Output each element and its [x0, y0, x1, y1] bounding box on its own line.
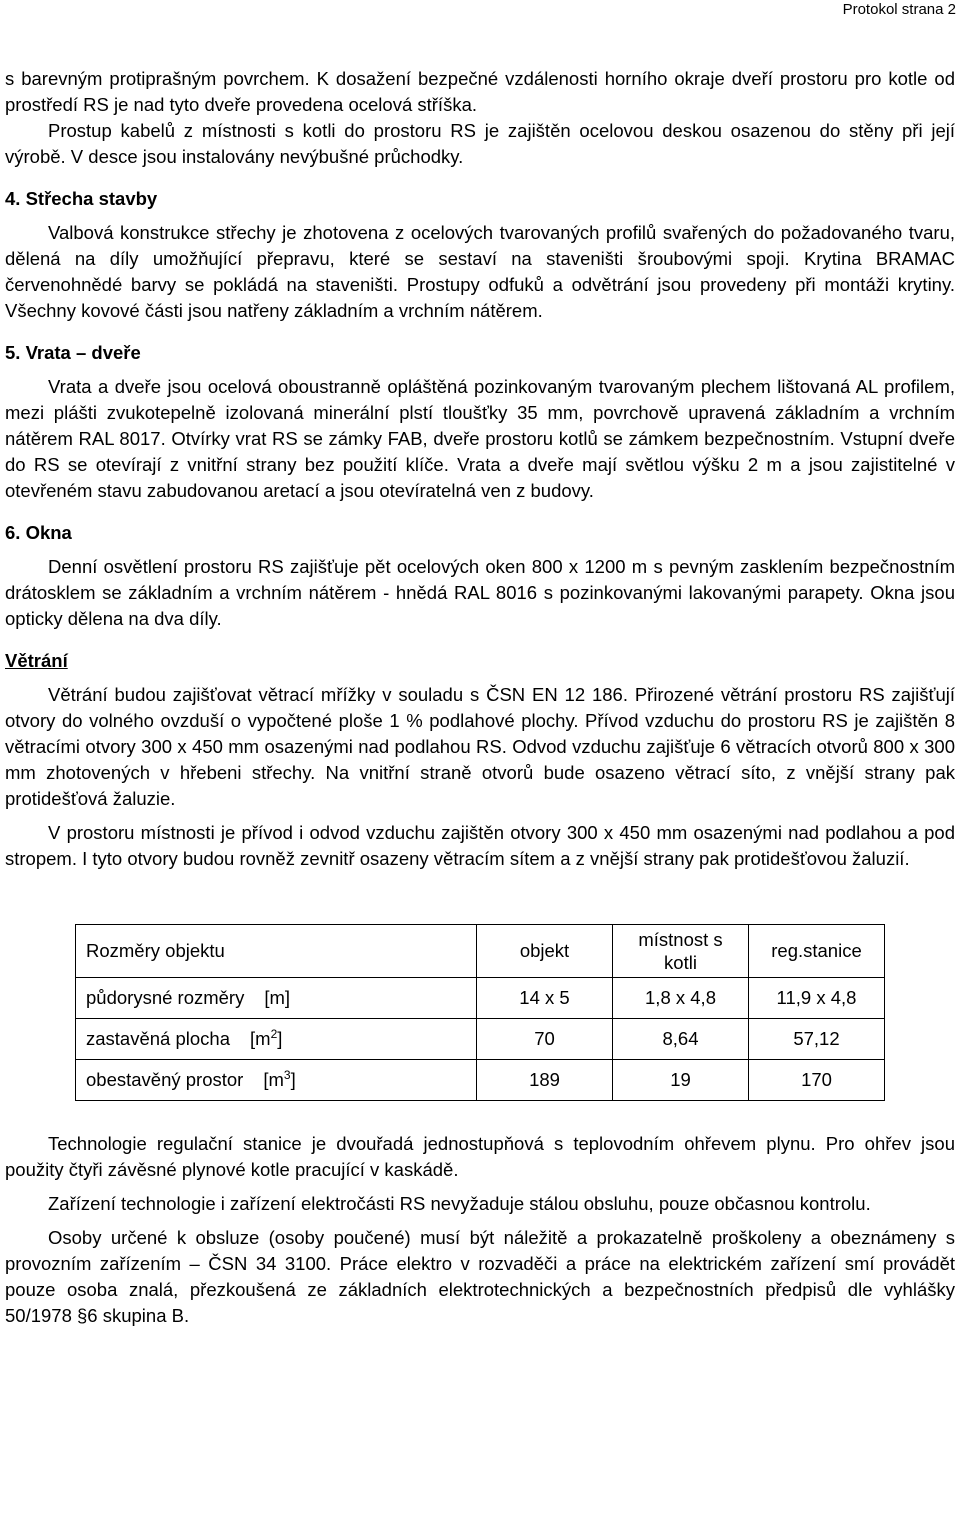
page-header: Protokol strana 2 — [842, 1, 956, 18]
table-row-label: zastavěná plocha $[m^2]$ — [76, 1019, 477, 1060]
section-6-heading: 6. Okna — [5, 522, 72, 543]
closing-paragraph-1: Technologie regulační stanice je dvouřadá jednostupňová s teplovodním ohřevem plynu. Pro ohřev jsou použity čtyři závěsné plynové kotle pracující v kaskádě. — [5, 1133, 955, 1180]
table-header-mistnost: místnost s kotli — [613, 925, 749, 978]
table-header-objekt: objekt — [477, 925, 613, 978]
table-row-label: obestavěný prostor $[m^3]$ — [76, 1060, 477, 1101]
intro-paragraph-2: Prostup kabelů z místnosti s kotli do prostoru RS je zajištěn ocelovou deskou osazenou do stěny při její výrobě. V desce jsou instalovány nevýbušné průchodky. — [5, 120, 955, 167]
table-cell: 14 x 5 — [477, 978, 613, 1019]
closing-paragraph-2: Zařízení technologie i zařízení elektročásti RS nevyžaduje stálou obsluhu, pouze občasnou kontrolu. — [48, 1193, 871, 1214]
table-header-label: Rozměry objektu — [76, 925, 477, 978]
table-header-row — [76, 925, 885, 978]
closing-paragraph-3: Osoby určené k obsluze (osoby poučené) musí být náležitě a prokazatelně proškoleny a obeznámeny s provozním zařízením – ČSN 34 3100. Práce elektro v rozvaděči a práce na elektrickém zařízení smí provádět pouze osoba znalá, přezkoušená ze základních elektrotechnických a bezpečnostních předpisů dle vyhlášky 50/1978 §6 skupina B. — [5, 1227, 955, 1326]
section-6-paragraph: Denní osvětlení prostoru RS zajišťuje pět ocelových oken 800 x 1200 m s pevným zasklením bezpečnostním drátosklem se základním a vrchním nátěrem - hnědá RAL 8016 s pozinkovanými lakovanými parapety. Okna jsou opticky dělena na dva díly. — [5, 556, 955, 629]
unit-label: $[m^3]$ — [263, 1067, 296, 1090]
intro-paragraph-1: s barevným protiprašným povrchem. K dosažení bezpečné vzdálenosti horního okraje dveří prostoru pro kotle od prostředí RS je nad tyto dveře provedena ocelová stříška. — [5, 68, 955, 115]
table-row — [76, 978, 885, 1019]
table-cell: 19 — [613, 1060, 749, 1101]
section-4-heading: 4. Střecha stavby — [5, 188, 158, 209]
section-5-heading: 5. Vrata – dveře — [5, 342, 141, 363]
section-4-paragraph: Valbová konstrukce střechy je zhotovena z ocelových tvarovaných profilů svařených do požadovaného tvaru, dělená na díly umožňující přepravu, které se sestaví na staveništi šroubovými spoji. Krytina BRAMAC červenohnědé barvy se pokládá na staveništi. Prostupy odfuků a odvětrání jsou provedeny při montáži krytiny. Všechny kovové části jsou natřeny základním a vrchním nátěrem. — [5, 222, 955, 321]
table-cell: 57,12 — [749, 1019, 885, 1060]
table-row — [76, 1019, 885, 1060]
unit-label: [m] — [264, 987, 291, 1008]
table-cell: 70 — [477, 1019, 613, 1060]
section-5-paragraph: Vrata a dveře jsou ocelová oboustranně opláštěná pozinkovaným tvarovaným plechem lištovaná AL profilem, mezi plášti zvukotepelně izolovaná minerální plstí tloušťky 35 mm, povrchově upravená základním a vrchním nátěrem RAL 8017. Otvírky vrat RS se zámky FAB, dveře prostoru kotlů se zámkem bezpečnostním. Vstupní dveře do RS se otevírají z vnitřní strany bez použití klíče. Vrata a dveře mají světlou výšku 2 m a jsou zajistitelné v otevřeném stavu zabudovanou aretací a jsou otevíratelná ven z budovy. — [5, 376, 955, 501]
dimensions-table — [75, 924, 885, 1101]
ventilation-heading: Větrání — [5, 650, 68, 671]
table-header-regstanice: reg.stanice — [749, 925, 885, 978]
table-cell: 1,8 x 4,8 — [613, 978, 749, 1019]
table-cell: 189 — [477, 1060, 613, 1101]
ventilation-paragraph-1: Větrání budou zajišťovat větrací mřížky v souladu s ČSN EN 12 186. Přirozené větrání prostoru RS zajišťují otvory do volného ovzduší o vypočtené ploše 1 % podlahové plochy. Přívod vzduchu do prostoru RS je zajištěn 8 větracími otvory 300 x 450 mm osazenými nad podlahou RS. Odvod vzduchu zajišťuje 6 větracích otvorů 800 x 300 mm zhotovených v hřebeni střechy. Na vnitřní straně otvorů bude osazeno větrací síto, z vnější strany pak protidešťová žaluzie. — [5, 684, 955, 809]
document-body — [5, 66, 955, 1329]
unit-label: $[m^2]$ — [250, 1026, 283, 1049]
ventilation-paragraph-2: V prostoru místnosti je přívod i odvod vzduchu zajištěn otvory 300 x 450 mm osazenými nad podlahou a pod stropem. I tyto otvory budou rovněž zevnitř osazeny větracím sítem a z vnější strany pak protidešťovou žaluzií. — [5, 822, 955, 869]
table-row — [76, 1060, 885, 1101]
table-row-label: půdorysné rozměry [m] — [76, 978, 477, 1019]
table-cell: 170 — [749, 1060, 885, 1101]
table-cell: 11,9 x 4,8 — [749, 978, 885, 1019]
table-cell: 8,64 — [613, 1019, 749, 1060]
